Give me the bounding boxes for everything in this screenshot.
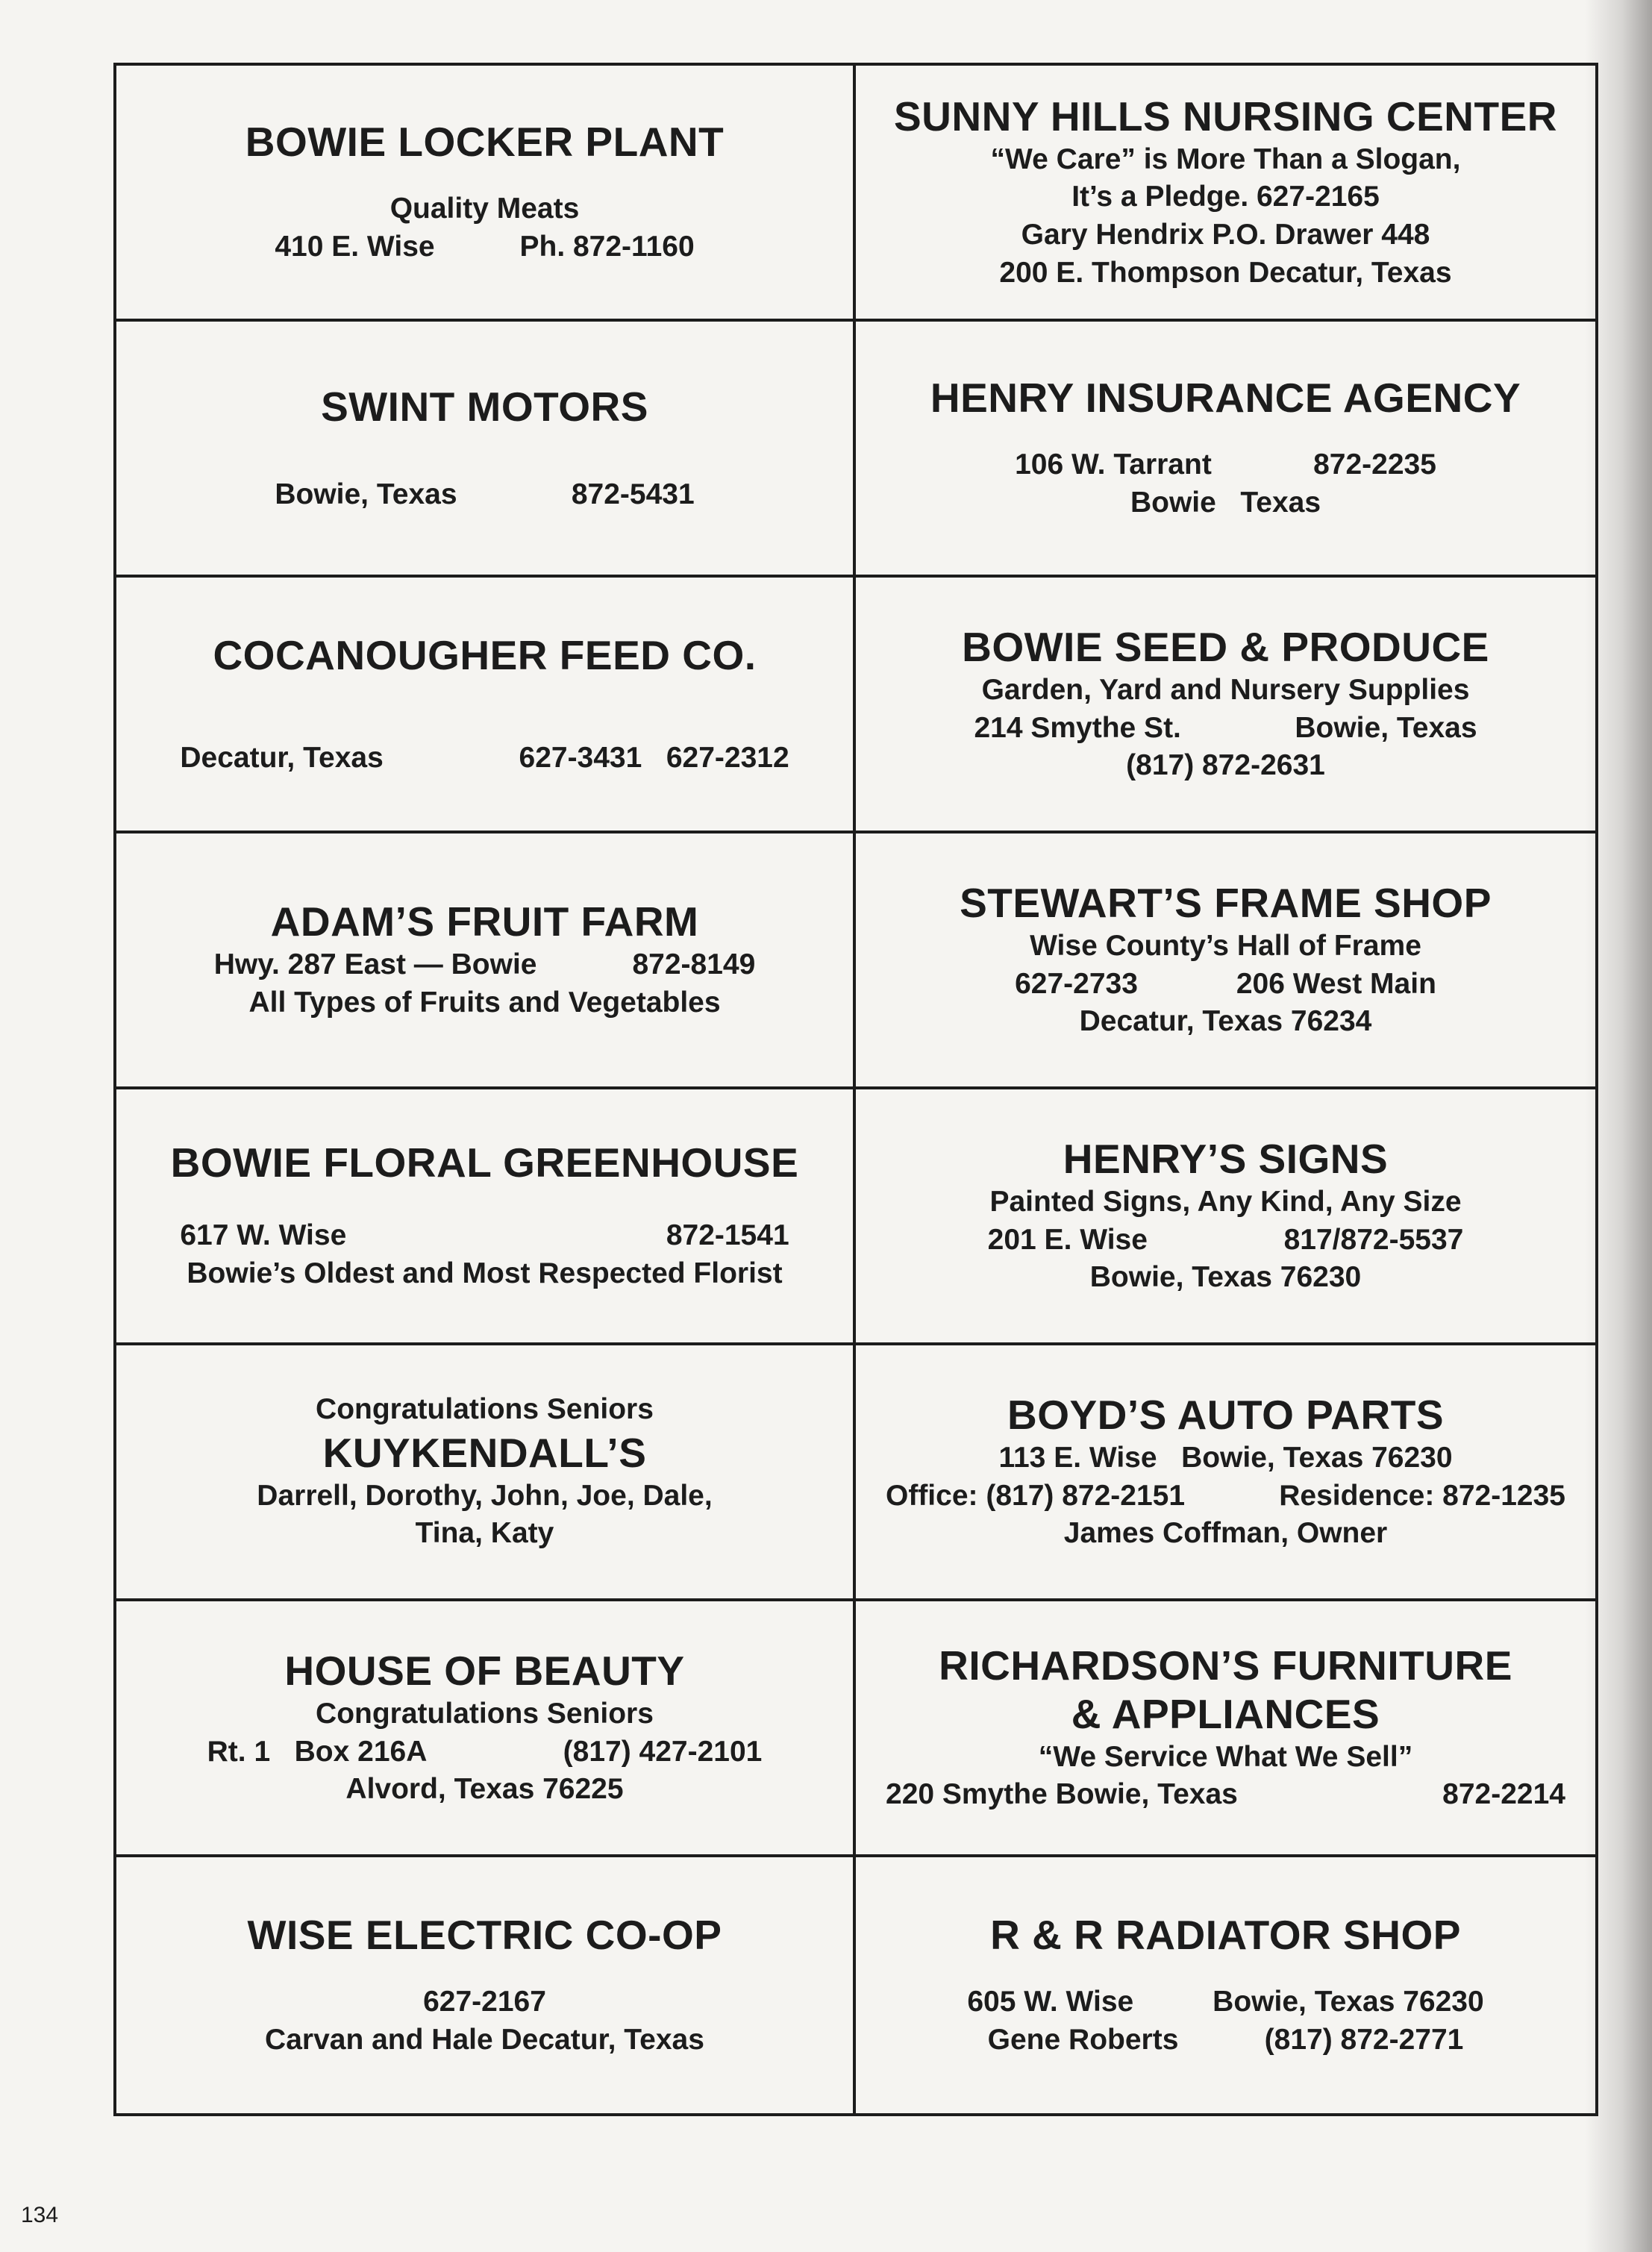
business-name: HENRY INSURANCE AGENCY [930, 375, 1521, 422]
ad-bowie-seed-produce [856, 578, 1595, 833]
family-names: Darrell, Dorothy, John, Joe, Dale, [257, 1479, 713, 1512]
ad-cocanougher-feed-co [116, 578, 856, 833]
phone: 872-5431 [571, 478, 695, 510]
tagline: All Types of Fruits and Vegetables [248, 986, 721, 1019]
city: Bowie, Texas [1295, 711, 1477, 744]
address: Hwy. 287 East — Bowie [213, 948, 537, 981]
tagline: Garden, Yard and Nursery Supplies [981, 673, 1470, 706]
tagline: Quality Meats [389, 193, 580, 225]
greeting: Congratulations Seniors [316, 1393, 654, 1426]
address: 113 E. Wise Bowie, Texas 76230 [998, 1441, 1453, 1474]
business-name: R & R RADIATOR SHOP [990, 1912, 1461, 1959]
slogan-line: “We Care” is More Than a Slogan, [990, 143, 1461, 175]
address: Rt. 1 Box 216A [207, 1735, 428, 1768]
business-name: BOYD’S AUTO PARTS [1007, 1392, 1445, 1439]
slogan-line: It’s a Pledge. 627-2165 [1071, 181, 1380, 213]
address: 206 West Main [1236, 967, 1436, 1000]
phone: 627-3431 627-2312 [519, 741, 789, 774]
business-name: WISE ELECTRIC CO-OP [247, 1912, 722, 1959]
owner: Gene Roberts [987, 2023, 1179, 2056]
city: Bowie, Texas 76230 [1089, 1261, 1362, 1294]
phone: 872-2235 [1313, 448, 1436, 481]
business-name: SWINT MOTORS [321, 383, 648, 430]
ad-grid [113, 63, 1598, 2116]
address: 200 E. Thompson Decatur, Texas [999, 256, 1452, 289]
ad-r-and-r-radiator-shop [856, 1857, 1595, 2113]
phone: 872-1541 [666, 1219, 789, 1252]
phone: (817) 427-2101 [563, 1735, 763, 1768]
city: Bowie Texas [1130, 486, 1321, 519]
phone: 872-8149 [632, 948, 756, 981]
business-name: HENRY’S SIGNS [1063, 1136, 1389, 1183]
city: Bowie, Texas [275, 478, 457, 510]
city: Alvord, Texas 76225 [345, 1773, 624, 1806]
business-name: SUNNY HILLS NURSING CENTER [894, 93, 1557, 140]
ad-sunny-hills-nursing-center [856, 66, 1595, 322]
business-name: RICHARDSON’S FURNITURE [939, 1642, 1512, 1689]
address: Carvan and Hale Decatur, Texas [265, 2023, 704, 2056]
family-names: Tina, Katy [415, 1517, 554, 1550]
address: 220 Smythe Bowie, Texas [886, 1778, 1238, 1811]
ad-bowie-locker-plant [116, 66, 856, 322]
address: 214 Smythe St. [974, 711, 1181, 744]
ad-swint-motors [116, 322, 856, 578]
business-name: ADAM’S FRUIT FARM [270, 898, 699, 945]
business-name: BOWIE LOCKER PLANT [245, 119, 725, 166]
address: 201 E. Wise [987, 1223, 1148, 1256]
ad-boyds-auto-parts [856, 1345, 1595, 1601]
business-name: COCANOUGHER FEED CO. [213, 631, 757, 678]
tagline: “We Service What We Sell” [1038, 1740, 1413, 1773]
ad-henrys-signs [856, 1089, 1595, 1345]
business-name: BOWIE SEED & PRODUCE [962, 624, 1489, 671]
greeting: Congratulations Seniors [316, 1697, 654, 1730]
tagline: Wise County’s Hall of Frame [1030, 929, 1421, 962]
phone: (817) 872-2631 [1126, 749, 1325, 782]
ad-stewarts-frame-shop [856, 833, 1595, 1089]
ad-henry-insurance-agency [856, 322, 1595, 578]
phone: (817) 872-2771 [1264, 2023, 1464, 2056]
office-phone: Office: (817) 872-2151 [886, 1479, 1186, 1512]
business-name: BOWIE FLORAL GREENHOUSE [170, 1139, 799, 1186]
ad-house-of-beauty [116, 1601, 856, 1857]
owner: James Coffman, Owner [1063, 1517, 1388, 1550]
address: 617 W. Wise [180, 1219, 347, 1252]
address: 106 W. Tarrant [1015, 448, 1212, 481]
business-name: HOUSE OF BEAUTY [284, 1648, 685, 1695]
phone: 817/872-5537 [1283, 1223, 1464, 1256]
page-number: 134 [21, 2203, 59, 2227]
tagline: Bowie’s Oldest and Most Respected Florist [187, 1257, 783, 1289]
city: Decatur, Texas 76234 [1079, 1005, 1372, 1038]
address: 605 W. Wise [967, 1986, 1134, 2018]
phone: 627-2167 [423, 1986, 546, 2018]
city: Decatur, Texas [180, 741, 384, 774]
ad-wise-electric-co-op [116, 1857, 856, 2113]
business-name: KUYKENDALL’S [322, 1429, 647, 1476]
ad-adams-fruit-farm [116, 833, 856, 1089]
tagline: Painted Signs, Any Kind, Any Size [989, 1185, 1462, 1218]
ad-kuykendalls [116, 1345, 856, 1601]
phone: 627-2733 [1015, 967, 1138, 1000]
phone: 872-2214 [1442, 1778, 1565, 1811]
phone: Ph. 872-1160 [519, 230, 695, 263]
residence-phone: Residence: 872-1235 [1279, 1479, 1565, 1512]
address: 410 E. Wise [275, 230, 435, 263]
contact-line: Gary Hendrix P.O. Drawer 448 [1021, 218, 1430, 251]
business-name: STEWART’S FRAME SHOP [960, 880, 1492, 927]
city: Bowie, Texas 76230 [1213, 1986, 1484, 2018]
business-name-line2: & APPLIANCES [1071, 1690, 1380, 1737]
ad-richardsons-furniture [856, 1601, 1595, 1857]
ad-bowie-floral-greenhouse [116, 1089, 856, 1345]
